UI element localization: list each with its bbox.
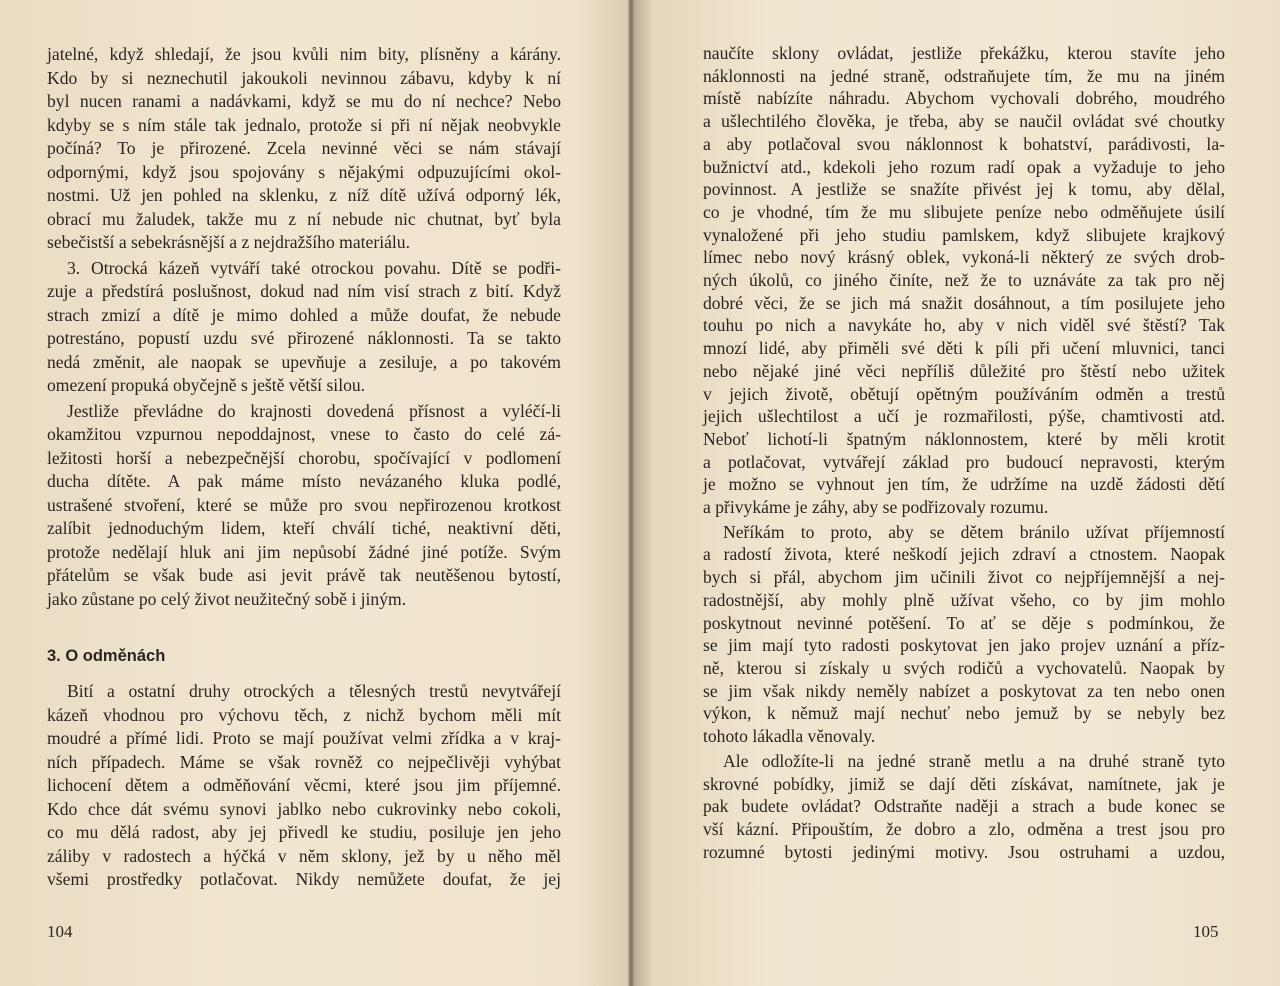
text-line: odpornými, když jsou spojovány s nějakými odpuzujícími okol- <box>47 161 561 182</box>
text-line: 3. Otrocká kázeň vytváří také otrockou povahu. Dítě se podři- <box>67 257 561 278</box>
book-gutter <box>628 0 634 986</box>
text-line: moudré a přímé lidi. Proto se mají používat velmi zřídka a v kraj- <box>47 728 561 748</box>
text-line: radostnější, aby mohly plně užívat všeho, co by jim mohlo <box>703 589 1225 610</box>
text-line: a ušlechtilého člověka, je třeba, aby se naučil ovládat své choutky <box>703 111 1225 132</box>
text-line: protože nedělají hluk ani jim nepůsobí žádné jiné potíže. Svým <box>47 541 561 562</box>
text-line: strach zmizí a dítě je mimo dohled a může doufat, že nebude <box>47 304 561 325</box>
text-line: Ale odložíte-li na jedné straně metlu a na druhé straně tyto <box>723 750 1225 771</box>
left-page <box>47 43 561 892</box>
text-line: ustrašené stvoření, které se může pro svou nepřirozenou krotkost <box>47 494 561 515</box>
text-line: dobré věci, že se jich má snažit dosáhnout, a tím posilujete jeho <box>703 292 1225 313</box>
text-line: a přivykáme je záhy, aby se podřizovaly rozumu. <box>703 497 1049 518</box>
text-line: jatelné, když shledají, že jsou kvůli nim bity, plísněny a kárány. <box>47 44 561 64</box>
text-line: rozumné bytosti jedinými motivy. Jsou ostruhami a uzdou, <box>703 841 1225 862</box>
text-line: a radostí života, které neškodí jejich zdraví a ctnostem. Naopak <box>703 544 1225 565</box>
text-line: lichocení dětem a odměňování věcmi, které jsou jim příjemné. <box>47 775 561 795</box>
text-line: Neříkám to proto, aby se dětem bránilo užívat příjemností <box>723 521 1225 542</box>
text-line: počíná? To je přirozené. Zcela nevinné věci se nám stávají <box>47 138 561 158</box>
text-line: naučíte sklony ovládat, jestliže překážku, kterou stavíte jeho <box>703 43 1225 63</box>
paragraph <box>703 521 1225 748</box>
text-line: je možno se vyhnout jen tím, že udržíme na uzdě žádosti dětí <box>703 474 1225 495</box>
text-line: obrací mu žaludek, takže mu z ní nebude nic chutnat, byť byla <box>47 208 561 229</box>
paragraph <box>47 680 561 892</box>
text-line: byl nucen ranami a nadávkami, když se mu do ní nechce? Nebo <box>47 91 561 111</box>
section-heading: 3. O odměnách <box>47 647 166 665</box>
paragraph <box>703 750 1225 864</box>
text-line: a potlačovat, vytvářejí základ pro budoucí nepravosti, kterým <box>703 451 1225 472</box>
text-line: omezení propuká obyčejně s ještě větší silou. <box>47 375 366 395</box>
text-line: bužnictví atd., kdekoli jeho rozum radí opak a vyžaduje to jeho <box>703 156 1225 177</box>
text-line: výkon, k němuž mají nechuť nebo jemuž by se nebyly bez <box>703 703 1225 724</box>
text-line: bych si přál, abychom jim učinili život co nejpříjemnější a nej- <box>703 567 1225 588</box>
text-line: nedá změnit, ale naopak se upevňuje a zesiluje, a po takovém <box>47 351 561 372</box>
page-number-left: 104 <box>47 922 73 941</box>
text-line: límec nebo nový krásný oblek, vykoná-li některý ze svých drob- <box>703 247 1225 268</box>
text-line: pak budete ovládat? Odstraňte naději a strach a bude konec se <box>703 796 1225 817</box>
text-line: nebo nějaké jiné věci nepříliš důležité pro štěstí nebo užitek <box>703 360 1225 381</box>
text-line: zalíbit jednoduchým lidem, kteří chválí tiché, neaktivní děti, <box>47 518 561 538</box>
text-line: místě nabízíte náhradu. Abychom vychovali dobrého, moudrého <box>703 88 1225 109</box>
text-line: ních případech. Máme se však rovněž co nejpečlivěji vyhýbat <box>47 751 561 772</box>
text-line: tohoto lákadla věnovaly. <box>703 726 876 747</box>
text-line: Neboť lichotí-li špatným náklonnostem, které by měli krotit <box>703 428 1225 449</box>
text-line: se jim však nikdy neměly nabízet a poskytovat za ten nebo onen <box>703 680 1225 701</box>
text-line: ducha dítěte. A pak máme místo nevázaného kluka podlé, <box>47 471 561 491</box>
text-line: jejich ušlechtilost a učí je rozmařilosti, pýše, chamtivosti atd. <box>703 406 1225 427</box>
text-line: a aby potlačoval svou náklonnost k bohatství, parádivosti, la- <box>703 133 1225 154</box>
text-line: povinnost. A jestliže se snažíte přivést jej k tomu, aby dělal, <box>703 179 1225 200</box>
text-line: nostmi. Už jen pohled na sklenku, z níž dítě užívá odporný lék, <box>47 185 561 205</box>
text-line: kázeň vhodnou pro výchovu těch, z nichž bychom měli mít <box>47 704 561 725</box>
text-line: v jejich životě, obětují opětným používáním odměn a trestů <box>703 383 1225 404</box>
left-page-body-bottom <box>47 680 561 892</box>
text-line: všemi prostředky potlačovat. Nikdy nemůžete doufat, že jej <box>47 869 561 889</box>
right-page <box>703 42 1225 863</box>
text-line: ných úkolů, co jiného činíte, než že to uznáváte za tak pro něj <box>703 270 1225 291</box>
text-line: vší kázní. Připouštím, že dobro a zlo, odměna a trest jsou pro <box>703 818 1225 839</box>
text-line: náklonnosti na jedné straně, odstraňujete tím, že mu na jiném <box>703 65 1225 86</box>
text-line: kdyby se s ním stále tak jednalo, protože si při ní nějak neobvykle <box>47 114 561 135</box>
text-line: mnozí lidé, aby přiměli své děti k píli při učení mluvnici, tanci <box>703 338 1225 359</box>
text-line: touhu po nich a navykáte ho, aby v nich viděl své štěstí? Tak <box>703 315 1225 336</box>
paragraph <box>47 400 561 612</box>
text-line: Kdo by si neznechutil jakoukoli nevinnou zábavu, kdyby k ní <box>47 67 561 88</box>
page-number-right: 105 <box>1193 922 1219 941</box>
left-page-body-top <box>47 43 561 611</box>
text-line: jako zůstane po celý život neužitečný sobě i jiným. <box>47 588 407 609</box>
text-line: sebečistší a sebekrásnější a z nejdražšího materiálu. <box>47 232 410 252</box>
text-line: co mu dělá radost, aby jej přivedl ke studiu, posiluje jen jeho <box>47 822 561 842</box>
text-line: okamžitou vzpurnou nepoddajnost, vnese to často do celé zá- <box>47 424 561 444</box>
text-line: Jestliže převládne do krajnosti dovedená přísnost a vyléčí-li <box>67 400 561 421</box>
text-line: poskytnout nevinné potěšení. To ať se děje s podmínkou, že <box>703 612 1225 633</box>
text-line: skrovné pobídky, jimiž se dají děti získávat, namítnete, jak je <box>703 773 1225 794</box>
paragraph <box>47 257 561 398</box>
text-line: Bití a ostatní druhy otrockých a tělesných trestů nevytvářejí <box>67 681 561 701</box>
paragraph <box>703 42 1225 519</box>
paragraph <box>47 43 561 255</box>
text-line: záliby v radostech a hýčká v něm sklony, jež by u něho měl <box>47 845 561 866</box>
right-page-body <box>703 42 1225 863</box>
text-line: co je vhodné, tím že mu slibujete peníze nebo odměňujete úsilí <box>703 201 1225 222</box>
text-line: vynaložené při jeho studiu pamlskem, když slibujete krajkový <box>703 224 1225 245</box>
text-line: přátelům se však bude asi jevit právě tak neutěšenou bytostí, <box>47 565 561 585</box>
text-line: ležitosti horší a nebezpečnější chorobu, spočívající v podlomení <box>47 447 561 468</box>
text-line: ně, kterou si získaly u svých rodičů a vychovatelů. Naopak by <box>703 657 1225 678</box>
text-line: se jim mají tyto radosti poskytovat jen jako projev uznání a příz- <box>703 635 1225 656</box>
text-line: Kdo chce dát svému synovi jablko nebo cukrovinky nebo cokoli, <box>47 798 561 819</box>
text-line: zuje a předstírá poslušnost, dokud nad ním visí strach z bití. Když <box>47 281 561 301</box>
text-line: potrestáno, popustí uzdu své přirozené náklonnosti. Ta se takto <box>47 328 561 348</box>
